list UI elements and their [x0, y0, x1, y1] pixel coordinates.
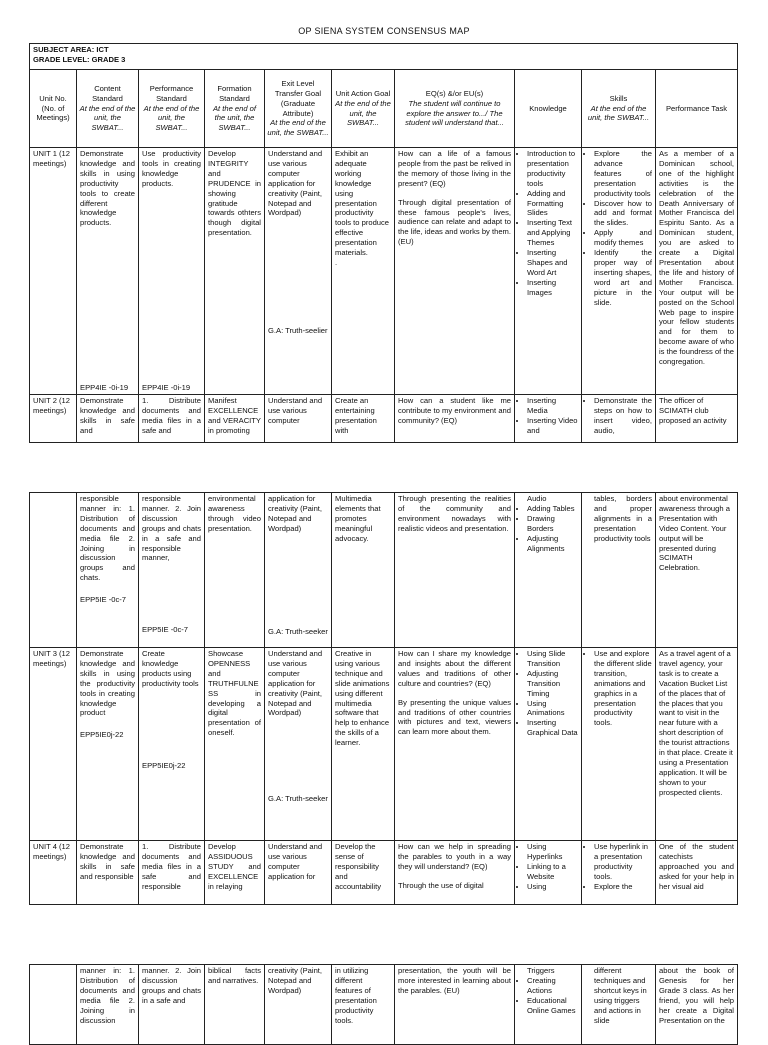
unit2-content: Demonstrate knowledge and skills in safe and [77, 395, 139, 443]
unit3-eq-question: How can I share my knowledge and insights about the different values and traditions of other culture and countries? (EQ) [398, 649, 511, 688]
consensus-map-table-2 [29, 492, 738, 905]
unit4-unit-action: Develop the sense of responsibility and accountability [332, 841, 395, 905]
list-item: • Identify the proper way of inserting shapes, word art and picture in the slide. [594, 248, 652, 307]
list-item: • Adding and Formatting Slides [527, 189, 578, 219]
unit1-content-code: EPP4IE -0i-19 [80, 383, 129, 393]
unit4-skills [582, 841, 656, 905]
unit4-formation: Develop ASSIDUOUS STUDY and EXCELLENCE in relaying [205, 841, 265, 905]
unit3-formation: Showcase OPENNESS and TRUTHFULNESS in developing a digital presentation of oneself. [205, 648, 265, 841]
unit3-content-text: Demonstrate knowledge and skills in using the productivity tools in creating knowledge product [80, 649, 135, 718]
unit4-performance-task-continued: about the book of Genesis for her Grade 3 class. As her friend, you will help her create a Digital Presentation on the [656, 965, 738, 1045]
unit1-knowledge [515, 148, 582, 395]
header-skills [582, 70, 656, 148]
unit2-performance: 1. Distribute documents and media files in a safe and [139, 395, 205, 443]
unit2-formation-continued: environmental awareness through video presentation. [205, 493, 265, 648]
list-item: • Introduction to presentation productivity tools [527, 149, 578, 189]
table-row-unit-2-continued [30, 493, 738, 648]
unit4-eq [395, 841, 515, 905]
unit3-exit-text: Understand and use various computer application for creativity (Paint, Notepad and Wordpad) [268, 649, 323, 718]
unit4-eu-start: Through the use of digital [398, 880, 484, 890]
unit2-exit-text: application for creativity (Paint, Notepad and Wordpad) [268, 494, 323, 533]
list-item: • Using Animations [527, 699, 578, 719]
header-exit-swbat: At the end of the unit, the SWBAT... [267, 118, 329, 138]
header-performance-label: Performance Standard [149, 83, 194, 103]
list-item: • Using [527, 882, 578, 892]
header-unit-action-swbat: At the end of the unit, the SWBAT... [335, 98, 391, 128]
unit2-performance-text: responsible manner. 2. Join discussion groups and chats in a safe and responsible manner, [142, 494, 201, 563]
unit2-performance-continued [139, 493, 205, 648]
unit4-formation-continued: biblical facts and narratives. [205, 965, 265, 1045]
unit1-formation: Develop INTEGRITY and PRUDENCE in showing gratitude towards othters though digital presentation. [205, 148, 265, 395]
header-performance-swbat: At the end of the unit, the SWBAT... [143, 103, 200, 133]
unit2-performance-task-continued: about environmental awareness through a Presentation with Video Content. Your output will be presented during SCIMATH Celebration. [656, 493, 738, 648]
unit1-skills [582, 148, 656, 395]
unit2-skills-text: tables, borders and proper alignments in a presentation productivity tools [594, 494, 652, 543]
list-item: • Adjusting Transition Timing [527, 669, 578, 699]
table-row-unit-3 [30, 648, 738, 841]
list-item: • Demonstrate the steps on how to insert video, audio, [594, 396, 652, 436]
header-content-swbat: At the end of the unit, the SWBAT... [79, 103, 136, 133]
subject-area: SUBJECT AREA: ICT [33, 45, 109, 54]
header-content-label: Content Standard [92, 83, 123, 103]
header-formation-label: Formation Standard [217, 83, 252, 103]
table-row-unit-2 [30, 395, 738, 443]
list-item: • Drawing Borders [527, 514, 578, 534]
header-eq-label: EQ(s) &/or EU(s) [425, 88, 484, 98]
header-exit-label: Exit Level Transfer Goal (Graduate Attribute) [274, 78, 322, 118]
unit1-exit [265, 148, 332, 395]
unit1-unit-action-text: Exhibit an adequate working knowledge using presentation productivity tools to produce effective presentation materials. [335, 149, 390, 258]
consensus-map-table-1 [29, 43, 738, 443]
list-item: • Adjusting Alignments [527, 534, 578, 554]
unit1-eu: Through digital presentation of these famous people's lives, audience can relate and adapt to the life, ideas and works by them. (EU) [398, 197, 511, 247]
unit1-eq-question: How can a life of a famous people from the past be relived in the memory of those living in the present? (EQ) [398, 149, 511, 188]
unit3-content [77, 648, 139, 841]
header-eq [395, 70, 515, 148]
list-item: • Use hyperlink in a presentation productivity tools. [594, 842, 652, 882]
unit2-label: UNIT 2 (12 meetings) [30, 395, 77, 443]
list-item: • Inserting Media [527, 396, 578, 416]
unit2-skills-continued [582, 493, 656, 648]
unit3-exit-ga: G.A: Truth-seeker [268, 794, 328, 803]
unit2-content-text: responsible manner in: 1. Distribution of documents and media file 2. Joining in discussion groups and chats. [80, 494, 135, 583]
unit2-unit-action-continued: Multimedia elements that promotes meaningful advocacy. [332, 493, 395, 648]
unit3-label: UNIT 3 (12 meetings) [30, 648, 77, 841]
unit1-content [77, 148, 139, 395]
unit4-content-continued: manner in: 1. Distribution of documents and media file 2. Joining in discussion [77, 965, 139, 1045]
unit4-performance: 1. Distribute documents and media files in a safe and responsible [139, 841, 205, 905]
unit1-performance-text: Use productivity tools in creating knowledge products. [142, 149, 201, 188]
header-eq-sub: The student will continue to explore the answer to.../ The student will understand that... [405, 98, 504, 128]
unit3-eu: By presenting the unique values and traditions of other countries with pictures and text, viewers can learn more about them. [398, 697, 511, 737]
list-item: • Use and explore the different slide transition, animations and graphics in a presentation productivity tools. [594, 649, 652, 728]
header-performance-standard [139, 70, 205, 148]
unit3-performance-text: Create knowledge products using productivity tools [142, 649, 199, 688]
unit3-exit [265, 648, 332, 841]
list-item: • Using Hyperlinks [527, 842, 578, 862]
unit2-label-continued [30, 493, 77, 648]
grade-level: GRADE LEVEL: GRADE 3 [33, 55, 126, 64]
unit3-performance-task: As a travel agent of a travel agency, your task is to create a Vacation Bucket List of the places that of the places that you want to visit in the near future with a short description of the tourist attractions in that place. Create it using a Presentation application. It will be shown to your prospected clients. [656, 648, 738, 841]
unit2-performance-task: The officer of SCIMATH club proposed an activity [656, 395, 738, 443]
unit3-skills [582, 648, 656, 841]
unit3-performance [139, 648, 205, 841]
list-item: • Inserting Text and Applying Themes [527, 218, 578, 248]
header-content-standard [77, 70, 139, 148]
unit4-unit-action-continued: in utilizing different features of presentation productivity tools. [332, 965, 395, 1045]
list-item: • Inserting Shapes and Word Art [527, 248, 578, 278]
unit2-formation: Manifest EXCELLENCE and VERACITY in promoting [205, 395, 265, 443]
header-performance-task: Performance Task [656, 70, 738, 148]
page-title: OP SIENA SYSTEM CONSENSUS MAP [298, 26, 470, 36]
list-item: • Inserting Images [527, 278, 578, 298]
unit4-exit-continued: creativity (Paint, Notepad and Wordpad) [265, 965, 332, 1045]
list-item: • Using Slide Transition [527, 649, 578, 669]
unit3-eq [395, 648, 515, 841]
table-row-unit-4-continued [30, 965, 738, 1045]
unit2-eq: How can a student like me contribute to my environment and community? (EQ) [395, 395, 515, 443]
unit2-exit: Understand and use various computer [265, 395, 332, 443]
unit3-knowledge [515, 648, 582, 841]
header-skills-swbat: At the end of the unit, the SWBAT... [587, 103, 650, 123]
unit3-performance-code: EPP5IE0j-22 [142, 760, 186, 770]
unit2-unit-action: Create an entertaining presentation with [332, 395, 395, 443]
unit4-knowledge-continued [515, 965, 582, 1045]
unit1-exit-text: Understand and use various computer application for creativity (Paint, Notepad and Wordpad) [268, 149, 323, 218]
unit2-performance-code: EPP5IE -0c-7 [142, 625, 189, 634]
header-unit-action-label: Unit Action Goal [335, 88, 391, 98]
unit4-eq-question: How can we help in spreading the parables to youth in a way they will understand? (EQ) [398, 842, 511, 871]
unit2-knowledge [515, 395, 582, 443]
list-item: • Educational Online Games [527, 996, 578, 1016]
table-row-unit-4 [30, 841, 738, 905]
unit4-content: Demonstrate knowledge and skills in safe and responsible [77, 841, 139, 905]
unit4-knowledge-cont: Triggers [527, 966, 555, 975]
header-formation-standard [205, 70, 265, 148]
unit1-performance [139, 148, 205, 395]
header-knowledge: Knowledge [515, 70, 582, 148]
unit4-eq-continued: presentation, the youth will be more interested in learning about the parables. (EU) [395, 965, 515, 1045]
list-item: • Apply and modify themes [594, 228, 652, 248]
unit2-knowledge-cont: Audio [527, 494, 547, 503]
list-item: • Explore the advance features of presentation productivity tools [594, 149, 652, 199]
unit2-content-continued [77, 493, 139, 648]
unit1-content-text: Demonstrate knowledge and skills in using productivity tools to create different knowledge products. [80, 149, 135, 228]
unit1-label: UNIT 1 (12 meetings) [30, 148, 77, 395]
unit4-exit: Understand and use various computer application for [265, 841, 332, 905]
unit4-label-continued [30, 965, 77, 1045]
unit2-knowledge-continued [515, 493, 582, 648]
header-skills-label: Skills [609, 93, 628, 103]
header-formation-swbat: At the end of the unit, the SWBAT... [212, 103, 257, 133]
unit3-unit-action: Creative in using various technique and slide animations using different multimedia software that help to enhance the skills of a learner. [332, 648, 395, 841]
unit4-skills-continued [582, 965, 656, 1045]
unit2-eq-continued: Through presenting the realities of the community and environment nowadays with realistic videos and presentation. [395, 493, 515, 648]
unit4-knowledge [515, 841, 582, 905]
unit4-performance-continued: manner. 2. Join discussion groups and chats in a safe and [139, 965, 205, 1045]
header-exit-goal [265, 70, 332, 148]
list-item: • Creating Actions [527, 976, 578, 996]
list-item: • Adding Tables [527, 504, 578, 514]
unit4-label: UNIT 4 (12 meetings) [30, 841, 77, 905]
unit1-eq [395, 148, 515, 395]
unit1-exit-ga: G.A: Truth-seelier [268, 326, 328, 335]
unit4-skills-text: different techniques and shortcut keys in using triggers and actions in slide [594, 966, 647, 1025]
unit3-content-code: EPP5IE0j-22 [80, 730, 124, 740]
table-row-unit-1 [30, 148, 738, 395]
unit4-performance-task: One of the student catechists approached you and asked for your help in her visual aid [656, 841, 738, 905]
unit1-performance-task: As a member of a Dominican school, one of the highlight activities is the celebration of the Death Anniversary of Mother Francisca del Espiritu Santo. As a Dominican student, you are asked to create a Digital Presentation about the life and history of Mother Francisca. Your output will be posted on the School Web page to inspire your fellow students and for them to become aware of who is the foundress of the congregation. [656, 148, 738, 395]
unit1-unit-action [332, 148, 395, 395]
list-item: • Explore the [594, 882, 652, 892]
unit2-exit-ga: G.A: Truth-seeker [268, 627, 328, 636]
list-item: • Linking to a Website [527, 862, 578, 882]
unit2-content-code: EPP5IE -0c-7 [80, 595, 127, 605]
consensus-map-table-3 [29, 964, 738, 1045]
subject-grade-header [30, 44, 738, 70]
unit2-exit-continued [265, 493, 332, 648]
unit1-unit-action-extra: . [335, 257, 338, 267]
list-item: • Discover how to add and format the slides. [594, 199, 652, 229]
header-unit: Unit No. (No. of Meetings) [30, 70, 77, 148]
unit2-skills [582, 395, 656, 443]
header-unit-action-goal [332, 70, 395, 148]
unit1-performance-code: EPP4IE -0i-19 [142, 383, 191, 393]
list-item: • Inserting Graphical Data [527, 718, 578, 738]
list-item: • Inserting Video and [527, 416, 578, 436]
